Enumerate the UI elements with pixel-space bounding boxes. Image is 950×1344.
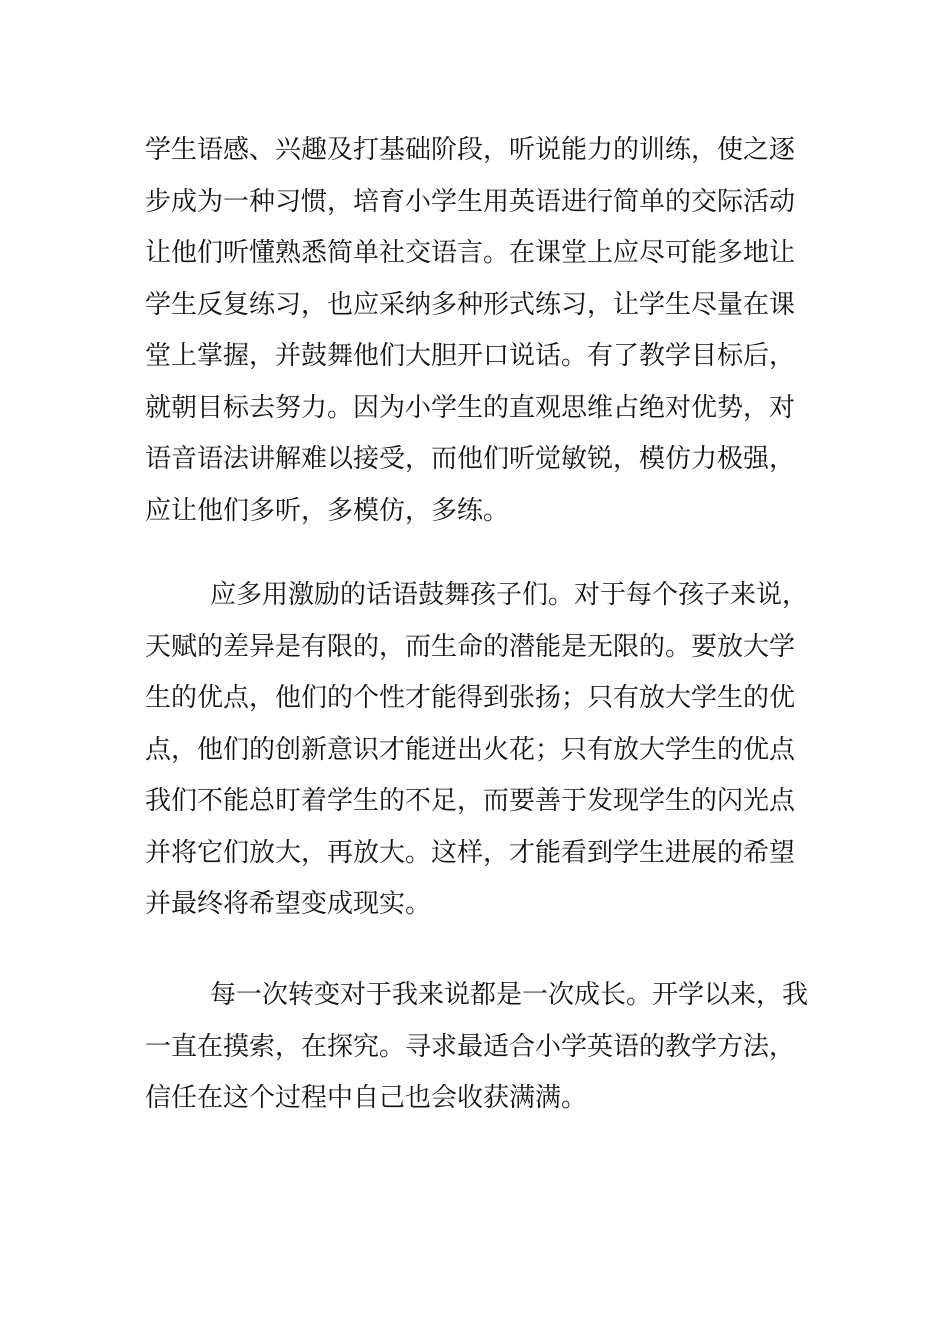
paragraph-line: 应让他们多听，多模仿，多练。 (145, 495, 510, 526)
paragraph-line: 步成为一种习惯，培育小学生用英语进行简单的交际活动 (145, 186, 796, 217)
paragraph-line: 信任在这个过程中自己也会收获满满。 (145, 1083, 588, 1113)
paragraph-line: 就朝目标去努力。因为小学生的直观思维占绝对优势，对 (145, 392, 796, 423)
paragraph-encouragement (145, 570, 825, 931)
paragraph-line: 让他们听懂熟悉简单社交语言。在课堂上应尽可能多地让 (145, 238, 796, 268)
paragraph-growth (145, 970, 825, 1125)
paragraph-line: 一直在摸索，在探究。寻求最适合小学英语的教学方法， (145, 1031, 796, 1062)
paragraph-line: 学生反复练习，也应采纳多种形式练习，让学生尽量在课 (145, 289, 796, 320)
paragraph-line: 堂上掌握，并鼓舞他们大胆开口说话。有了教学目标后， (145, 341, 796, 371)
paragraph-line: 生的优点，他们的个性才能得到张扬；只有放大学生的优 (145, 683, 796, 713)
paragraph-line: 并将它们放大，再放大。这样，才能看到学生进展的希望 (145, 837, 796, 868)
paragraph-line: 语音语法讲解难以接受，而他们听觉敏锐，模仿力极强， (145, 444, 796, 474)
paragraph-line: 并最终将希望变成现实。 (145, 889, 432, 919)
paragraph-line: 每一次转变对于我来说都是一次成长。开学以来，我 (210, 980, 809, 1010)
paragraph-line: 天赋的差异是有限的，而生命的潜能是无限的。要放大学 (145, 631, 796, 662)
paragraph-line: 点，他们的创新意识才能迸出火花；只有放大学生的优点 (145, 734, 796, 765)
paragraph-listening-speaking (145, 125, 825, 537)
paragraph-line: 应多用激励的话语鼓舞孩子们。对于每个孩子来说， (210, 580, 809, 610)
paragraph-line: 学生语感、兴趣及打基础阶段，听说能力的训练，使之逐 (145, 135, 796, 165)
paragraph-line: 我们不能总盯着学生的不足，而要善于发现学生的闪光点 (145, 786, 796, 816)
